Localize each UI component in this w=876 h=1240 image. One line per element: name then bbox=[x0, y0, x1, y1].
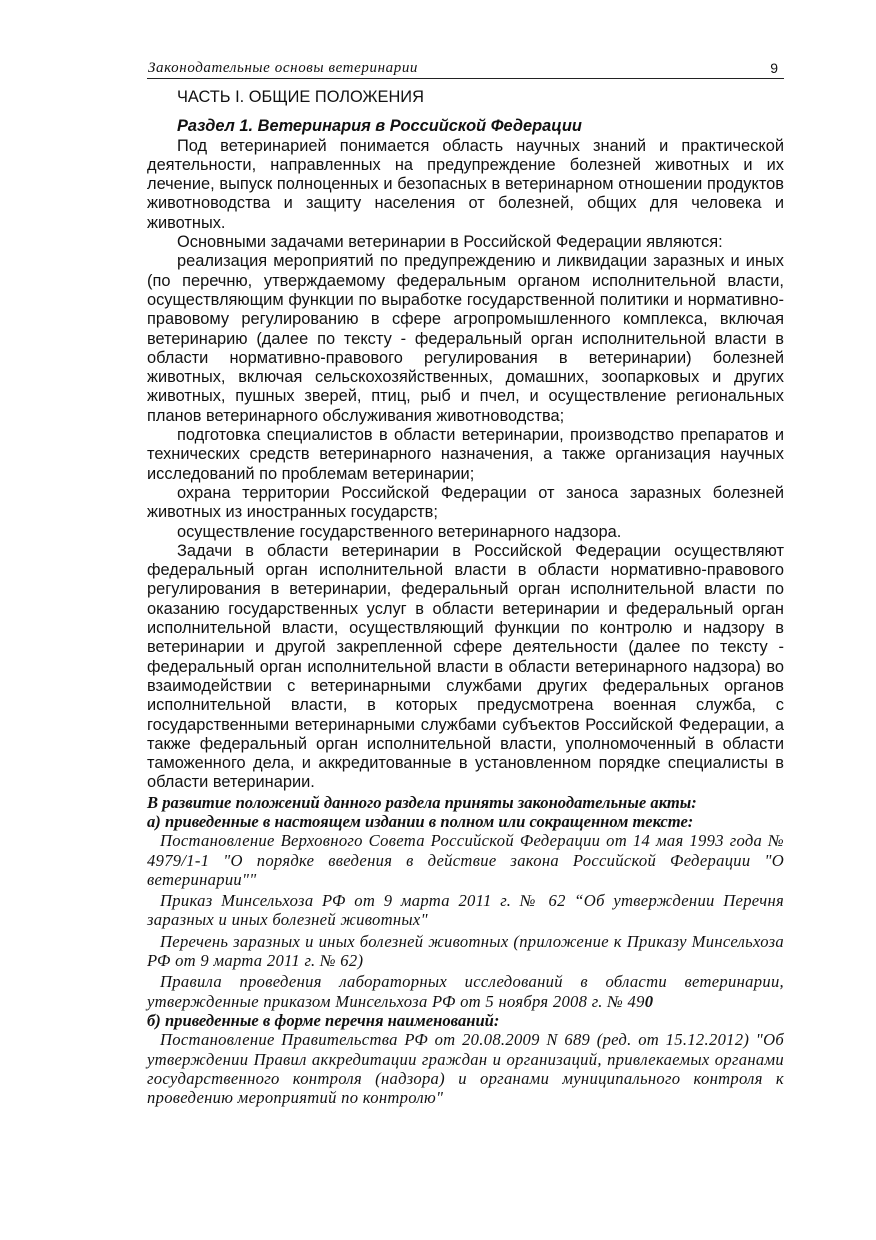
running-header bbox=[147, 58, 784, 79]
page-number: 9 bbox=[770, 60, 778, 76]
legislative-acts bbox=[147, 793, 784, 1108]
document-page bbox=[147, 58, 784, 1107]
acts-subheading-a: а) приведенные в настоящем издании в полном или сокращенном тексте: bbox=[147, 811, 694, 831]
paragraph: Под ветеринарией понимается область научных знаний и практической деятельности, направленных на предупреждение болезней животных и их лечение, выпуск полноценных и безопасных в ветеринарном отношении продуктов животноводства и защиту населения от болезней, общих для человека и животных. bbox=[147, 136, 784, 232]
paragraph: подготовка специалистов в области ветеринарии, производство препаратов и технических средств ветеринарного назначения, а также организация научных исследований по проблемам ветеринарии; bbox=[147, 426, 784, 483]
paragraph: охрана территории Российской Федерации от заноса заразных болезней животных из иностранных государств; bbox=[147, 483, 784, 522]
paragraph: осуществление государственного ветеринарного надзора. bbox=[177, 522, 622, 541]
section-title: Раздел 1. Ветеринария в Российской Федерации bbox=[177, 117, 582, 136]
paragraph: реализация мероприятий по предупреждению и ликвидации заразных и иных (по перечню, утверждаемому федеральным органом исполнительной власти, осуществляющим функции по выработке государственной политики и нормативно-правовому регулированию в сфере агропромышленного комплекса, включая ветеринарию (далее по тексту - федеральный орган исполнительной власти в области нормативно-правового регулирования в ветеринарии) болезней животных, включая сельскохозяйственных, домашних, зоопарковых и других животных, пушных зверей, птиц, рыб и пчел, и осуществление региональных планов ветеринарного обслуживания животноводства; bbox=[147, 252, 784, 425]
act-reference: Перечень заразных и иных болезней животных (приложение к Приказу Минсельхоза РФ от 9 марта 2011 г. № 62) bbox=[147, 931, 784, 971]
acts-subheading-b: б) приведенные в форме перечня наименований: bbox=[147, 1010, 500, 1030]
body-text bbox=[147, 137, 784, 793]
paragraph: Задачи в области ветеринарии в Российской Федерации осуществляют федеральный орган исполнительной власти в области нормативно-правового регулирования в ветеринарии, федеральный орган исполнительной власти по оказанию государственных услуг в области ветеринарии и федеральный орган исполнительной власти, осуществляющий функции по контролю и надзору в ветеринарии и другой закрепленной сфере деятельности (далее по тексту - федеральный орган исполнительной власти в области ветеринарного надзора) во взаимодействии с ветеринарными службами других федеральных органов исполнительной власти, в которых предусмотрена военная служба, с государственными ветеринарными службами субъектов Российской Федерации, а также федеральный орган исполнительной власти, уполномоченный в области таможенного дела, и аккредитованные в установленном порядке специалисты в области ветеринарии. bbox=[147, 541, 784, 792]
act-reference: Приказ Минсельхоза РФ от 9 марта 2011 г. № 62 “Об утверждении Перечня заразных и иных болезней животных" bbox=[147, 891, 784, 930]
act-reference bbox=[147, 972, 784, 1011]
acts-heading: В развитие положений данного раздела приняты законодательные акты: bbox=[147, 792, 697, 812]
part-title: ЧАСТЬ I. ОБЩИЕ ПОЛОЖЕНИЯ bbox=[177, 88, 424, 106]
paragraph: Основными задачами ветеринарии в Российской Федерации являются: bbox=[177, 233, 723, 252]
running-title: Законодательные основы ветеринарии bbox=[148, 60, 419, 76]
act-reference: Постановление Правительства РФ от 20.08.2009 N 689 (ред. от 15.12.2012) "Об утверждении Правил аккредитации граждан и организаций, привлекаемых органами государственного контроля (надзора) и органами муниципального контроля к проведению мероприятий по контролю" bbox=[147, 1030, 784, 1108]
act-reference-suffix: 0 bbox=[644, 991, 654, 1011]
act-reference: Постановление Верховного Совета Российской Федерации от 14 мая 1993 года № 4979/1-1 "О порядке введения в действие закона Российской Федерации "О ветеринарии"" bbox=[147, 831, 784, 889]
act-reference-text: Правила проведения лабораторных исследований в области ветеринарии, утвержденные приказом Минсельхоза РФ от 5 ноября 2008 г. № 49 bbox=[147, 972, 784, 1011]
